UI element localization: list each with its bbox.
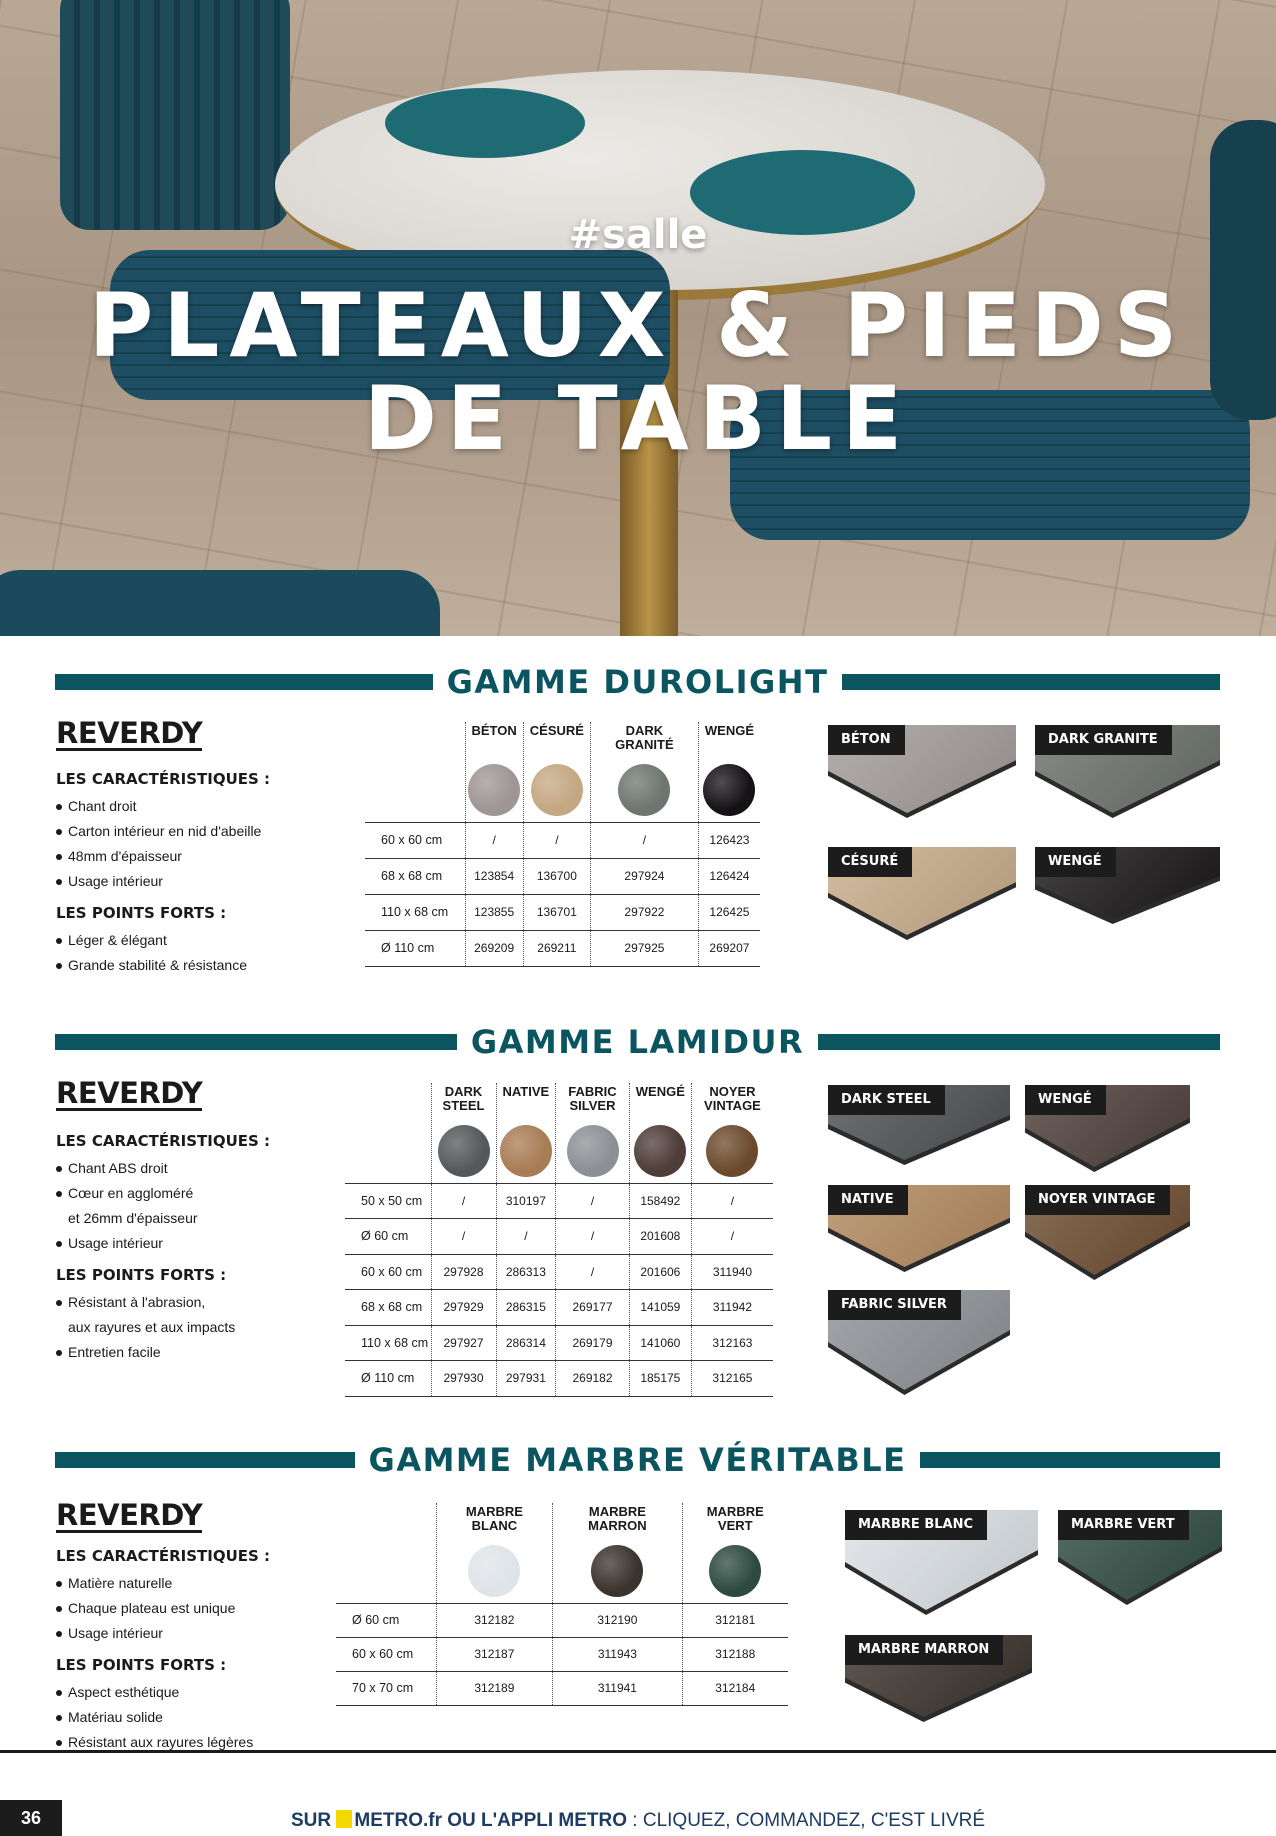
hero-tag: #salle	[568, 212, 708, 258]
reference-number: 297928	[431, 1254, 496, 1290]
column-header	[431, 1083, 496, 1183]
reference-number: 126425	[698, 894, 760, 930]
feature-item: Usage intérieur	[56, 1621, 356, 1646]
reference-number: 312181	[682, 1603, 788, 1637]
footer-slogan: : CLIQUEZ, COMMANDEZ, C'EST LIVRÉ	[632, 1810, 986, 1831]
finish-name: DARK GRANITÉ	[615, 723, 674, 752]
column-header	[629, 1083, 691, 1183]
page-title-line2: DE TABLE	[363, 367, 913, 470]
feature-item: Carton intérieur en nid d'abeille	[56, 819, 356, 844]
reference-number: 141059	[629, 1290, 691, 1326]
strength-item: aux rayures et aux impacts	[68, 1319, 236, 1335]
features-list	[56, 1571, 356, 1646]
strength-item: Léger & élégant	[56, 928, 356, 953]
feature-item: Chant ABS droit	[56, 1156, 356, 1181]
size-label: 68 x 68 cm	[365, 858, 465, 894]
column-header	[556, 1083, 630, 1183]
heading-bar-right	[920, 1452, 1220, 1468]
table-row	[345, 1183, 773, 1219]
reference-number: /	[556, 1219, 630, 1255]
finish-swatch	[468, 764, 520, 816]
page-number: 36	[0, 1800, 62, 1836]
table-row	[345, 1361, 773, 1397]
finish-swatch	[703, 764, 755, 816]
feature-item: Matière naturelle	[56, 1571, 356, 1596]
finish-name: DARK STEEL	[442, 1084, 485, 1113]
reference-number: /	[431, 1219, 496, 1255]
footer-divider	[0, 1750, 1276, 1753]
finish-swatch	[438, 1125, 490, 1177]
reference-number: /	[496, 1219, 556, 1255]
strengths-list	[56, 928, 356, 978]
features-heading: LES CARACTÉRISTIQUES :	[56, 1132, 271, 1150]
finish-name: MARBRE MARRON	[588, 1504, 647, 1533]
size-label: 60 x 60 cm	[365, 822, 465, 858]
strength-item: Résistant aux rayures légères	[56, 1730, 356, 1755]
column-header	[682, 1503, 788, 1603]
features-block	[56, 760, 356, 978]
size-label: 110 x 68 cm	[345, 1325, 431, 1361]
reference-number: 312165	[691, 1361, 773, 1397]
features-heading: LES CARACTÉRISTIQUES :	[56, 1547, 271, 1565]
reference-number: 312189	[436, 1671, 553, 1705]
finish-name: CÉSURÉ	[529, 723, 584, 738]
size-label: Ø 60 cm	[336, 1603, 436, 1637]
table-row	[336, 1637, 788, 1671]
reference-table	[365, 722, 760, 967]
tile-label: BÉTON	[828, 725, 905, 755]
strengths-heading: LES POINTS FORTS :	[56, 1266, 227, 1284]
finish-sample-tile	[1035, 847, 1220, 919]
reference-number: 136700	[523, 858, 590, 894]
reference-number: /	[691, 1183, 773, 1219]
reference-number: 297927	[431, 1325, 496, 1361]
table-row	[365, 894, 760, 930]
size-label: 60 x 60 cm	[345, 1254, 431, 1290]
table-row	[336, 1603, 788, 1637]
strength-item: Entretien facile	[56, 1340, 356, 1365]
finish-sample-tile	[1025, 1185, 1190, 1275]
reference-number: 311940	[691, 1254, 773, 1290]
features-list	[56, 794, 356, 894]
size-label: 70 x 70 cm	[336, 1671, 436, 1705]
size-label: 50 x 50 cm	[345, 1183, 431, 1219]
reference-number: 297929	[431, 1290, 496, 1326]
feature-item: Chant droit	[56, 794, 356, 819]
reference-table	[345, 1083, 773, 1397]
table-row	[345, 1290, 773, 1326]
table-row	[365, 930, 760, 966]
finish-swatch	[531, 764, 583, 816]
finish-sample-tile	[828, 1185, 1010, 1267]
column-header	[698, 722, 760, 822]
plate-left	[385, 88, 585, 158]
tile-label: NATIVE	[828, 1185, 908, 1215]
section-title: GAMME LAMIDUR	[470, 1023, 805, 1061]
size-label: Ø 110 cm	[365, 930, 465, 966]
feature-item: Chaque plateau est unique	[56, 1596, 356, 1621]
finish-swatch	[709, 1545, 761, 1597]
reference-number: 123854	[465, 858, 523, 894]
reference-number: 312188	[682, 1637, 788, 1671]
column-header	[436, 1503, 553, 1603]
section-title: GAMME MARBRE VÉRITABLE	[368, 1441, 907, 1479]
reference-number: 269177	[556, 1290, 630, 1326]
reference-number: 310197	[496, 1183, 556, 1219]
reference-number: 269207	[698, 930, 760, 966]
page-title-line1: PLATEAUX & PIEDS	[88, 274, 1188, 377]
feature-item: Cœur en aggloméré	[56, 1181, 356, 1206]
table-header-row	[336, 1503, 788, 1603]
reference-number: /	[590, 822, 698, 858]
heading-bar-right	[842, 674, 1220, 690]
reference-number: 269179	[556, 1325, 630, 1361]
strength-item: Grande stabilité & résistance	[56, 953, 356, 978]
size-label: Ø 110 cm	[345, 1361, 431, 1397]
tile-label: WENGÉ	[1025, 1085, 1106, 1115]
tile-label: MARBRE VERT	[1058, 1510, 1189, 1540]
reference-number: /	[465, 822, 523, 858]
tile-label: NOYER VINTAGE	[1025, 1185, 1170, 1215]
finish-name: FABRIC SILVER	[568, 1084, 617, 1113]
features-block	[56, 1537, 356, 1755]
finish-swatch	[468, 1545, 520, 1597]
section-heading	[55, 1443, 1220, 1477]
finish-sample-tile	[1025, 1085, 1190, 1167]
tile-label: WENGÉ	[1035, 847, 1116, 877]
brand-name: REVERDY	[56, 1076, 203, 1110]
finish-name: MARBRE BLANC	[465, 1504, 523, 1533]
section-title: GAMME DUROLIGHT	[446, 663, 829, 701]
finish-swatch	[591, 1545, 643, 1597]
reference-number: 269209	[465, 930, 523, 966]
feature-item: 48mm d'épaisseur	[56, 844, 356, 869]
finish-name: WENGÉ	[635, 1084, 685, 1099]
table-row	[345, 1325, 773, 1361]
finish-name: NATIVE	[502, 1084, 550, 1099]
feature-item: Usage intérieur	[56, 1231, 356, 1256]
reference-number: 136701	[523, 894, 590, 930]
brand-name: REVERDY	[56, 1498, 203, 1532]
finish-sample-tile	[828, 1085, 1010, 1160]
feature-item: et 26mm d'épaisseur	[68, 1210, 198, 1226]
reference-number: 297922	[590, 894, 698, 930]
table-row	[336, 1671, 788, 1705]
features-list	[56, 1156, 356, 1256]
finish-name: MARBRE VERT	[706, 1504, 764, 1533]
header-empty	[336, 1503, 436, 1603]
reference-number: 185175	[629, 1361, 691, 1397]
reference-number: 286314	[496, 1325, 556, 1361]
size-label: 60 x 60 cm	[336, 1637, 436, 1671]
reference-number: /	[556, 1183, 630, 1219]
reference-number: 312163	[691, 1325, 773, 1361]
column-header	[523, 722, 590, 822]
table-row	[345, 1254, 773, 1290]
features-block	[56, 1122, 356, 1365]
finish-swatch	[634, 1125, 686, 1177]
column-header	[691, 1083, 773, 1183]
strengths-list	[56, 1290, 356, 1365]
reference-number: 126423	[698, 822, 760, 858]
column-header	[553, 1503, 682, 1603]
reference-number: 158492	[629, 1183, 691, 1219]
heading-bar-left	[55, 1452, 355, 1468]
reference-number: /	[431, 1183, 496, 1219]
strengths-heading: LES POINTS FORTS :	[56, 1656, 227, 1674]
heading-bar-left	[55, 1034, 457, 1050]
finish-swatch	[706, 1125, 758, 1177]
footer-pre: SUR	[290, 1810, 332, 1831]
reference-number: 311943	[553, 1637, 682, 1671]
finish-swatch	[500, 1125, 552, 1177]
table-header-row	[365, 722, 760, 822]
section-heading	[55, 1025, 1220, 1059]
size-label: 68 x 68 cm	[345, 1290, 431, 1326]
features-heading: LES CARACTÉRISTIQUES :	[56, 770, 271, 788]
reference-number: 141060	[629, 1325, 691, 1361]
header-empty	[345, 1083, 431, 1183]
reference-number: 123855	[465, 894, 523, 930]
metro-app-icon	[336, 1810, 352, 1828]
finish-sample-tile	[828, 847, 1016, 935]
finish-sample-tile	[1058, 1510, 1222, 1600]
tile-label: CÉSURÉ	[828, 847, 912, 877]
column-header	[496, 1083, 556, 1183]
strength-item: Matériau solide	[56, 1705, 356, 1730]
chair-back-left	[60, 0, 290, 230]
tile-label: MARBRE BLANC	[845, 1510, 987, 1540]
reference-number: 286313	[496, 1254, 556, 1290]
reference-number: 126424	[698, 858, 760, 894]
reference-number: 297924	[590, 858, 698, 894]
strength-item: Aspect esthétique	[56, 1680, 356, 1705]
tile-label: FABRIC SILVER	[828, 1290, 961, 1320]
reference-number: 269211	[523, 930, 590, 966]
chair-seat-bottom	[0, 570, 440, 636]
tile-label: DARK GRANITE	[1035, 725, 1172, 755]
finish-sample-tile	[1035, 725, 1220, 813]
column-header	[465, 722, 523, 822]
finish-swatch	[567, 1125, 619, 1177]
finish-name: NOYER VINTAGE	[704, 1084, 761, 1113]
reference-number: /	[556, 1254, 630, 1290]
finish-name: BÉTON	[471, 723, 517, 738]
feature-item: Usage intérieur	[56, 869, 356, 894]
tile-label: DARK STEEL	[828, 1085, 945, 1115]
section-heading	[55, 665, 1220, 699]
reference-number: 297930	[431, 1361, 496, 1397]
header-empty	[365, 722, 465, 822]
reference-number: 312187	[436, 1637, 553, 1671]
table-row	[365, 822, 760, 858]
heading-bar-right	[818, 1034, 1220, 1050]
reference-number: 269182	[556, 1361, 630, 1397]
finish-sample-tile	[828, 725, 1016, 813]
finish-name: WENGÉ	[704, 723, 754, 738]
reference-number: 297925	[590, 930, 698, 966]
reference-number: /	[523, 822, 590, 858]
reference-number: /	[691, 1219, 773, 1255]
strengths-list	[56, 1680, 356, 1755]
tile-label: MARBRE MARRON	[845, 1635, 1003, 1665]
finish-sample-tile	[845, 1510, 1038, 1610]
reference-table	[336, 1503, 788, 1706]
reference-number: 286315	[496, 1290, 556, 1326]
strength-item: Résistant à l'abrasion,	[56, 1290, 356, 1315]
reference-number: 312184	[682, 1671, 788, 1705]
finish-sample-tile	[845, 1635, 1032, 1717]
reference-number: 312190	[553, 1603, 682, 1637]
reference-number: 311941	[553, 1671, 682, 1705]
finish-sample-tile	[828, 1290, 1010, 1390]
table-row	[365, 858, 760, 894]
footer-site-link[interactable]: METRO.fr OU L'APPLI METRO	[354, 1810, 628, 1831]
size-label: 110 x 68 cm	[365, 894, 465, 930]
reference-number: 297931	[496, 1361, 556, 1397]
hero-banner-photo	[0, 0, 1276, 636]
strengths-heading: LES POINTS FORTS :	[56, 904, 227, 922]
reference-number: 201608	[629, 1219, 691, 1255]
reference-number: 201606	[629, 1254, 691, 1290]
size-label: Ø 60 cm	[345, 1219, 431, 1255]
column-header	[590, 722, 698, 822]
table-row	[345, 1219, 773, 1255]
finish-swatch	[618, 764, 670, 816]
heading-bar-left	[55, 674, 433, 690]
reference-number: 311942	[691, 1290, 773, 1326]
table-header-row	[345, 1083, 773, 1183]
brand-name: REVERDY	[56, 716, 203, 750]
footer-tagline	[0, 1810, 1276, 1832]
reference-number: 312182	[436, 1603, 553, 1637]
